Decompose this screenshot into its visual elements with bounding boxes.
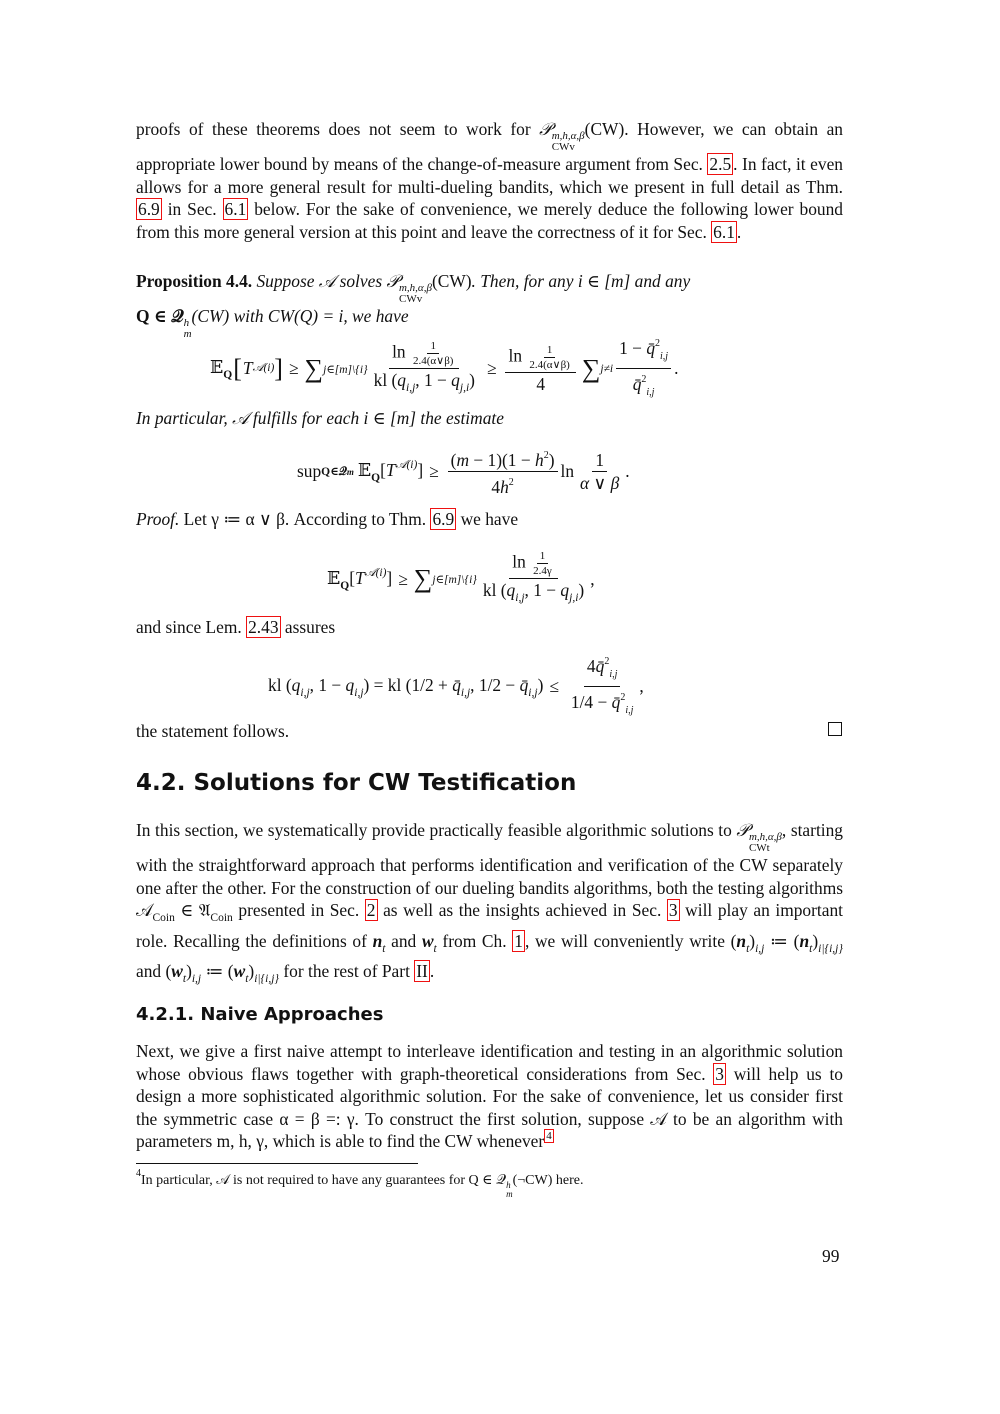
page-number: 99 [822, 1246, 840, 1266]
equation-kl-bound: kl ($q_{i,j}$, $1 - q_{i,j}$) = kl ($1/2 + q̄_{i,j}$, $1/2 - q̄_{i,j}$) ≤ $\frac{4q̄^2_{i,j}}{1/4 - q̄^2_{i,j}}$ , [268, 652, 644, 721]
text: (CW) with CW(Q) = i, we have [191, 306, 409, 326]
text: will help us to design a more sophisticated algorithmic solution. For the sake of convenience, let us consider first the symmetric case α = β =: γ. To construct the first solution, suppose 𝒜 to be an algorithm with parameters m, h, γ, which is able to find the CW whenever [136, 1063, 843, 1152]
particular-line [136, 407, 843, 430]
link-sec-6-1-b[interactable]: 6.1 [713, 221, 735, 242]
text: from Ch. [436, 930, 513, 951]
text: , we will conveniently write [524, 930, 731, 951]
text: as well as the insights achieved in Sec. [377, 900, 667, 921]
proposition-4-4: Proposition 4.4. Suppose 𝒜 solves 𝒫 m,h,α,β CWv (CW). Then, for any i ∈ [m] and any Q ∈ 𝒬 h m (CW) with CW(Q) = i, we have [136, 271, 691, 340]
paragraph-intro: proofs of these theorems does not seem to work for 𝒫 m,h,α,β CWv (CW). However, we can obtain an appropriate lower bound by means of the change-of-measure argument from Sec. 2.5 . In fact, it even allows for a more general result for multi-dueling bandits, which we present in full detail as Thm. 6.9 in Sec. 6.1 below. For the sake of convenience, we merely deduce the following lower bound from this more general version at this point and leave the correctness of it for Sec. 6.1 . [136, 119, 843, 242]
qed-square-icon [828, 722, 842, 736]
proof-line [136, 508, 843, 531]
since-line [136, 616, 843, 639]
text: . [429, 961, 435, 982]
text: Next, we give a first naive attempt to interleave identification and testing in an algorithmic solution whose obvious flaws together with graph-theoretical considerations from Sec. [136, 1041, 843, 1084]
link-sec-3[interactable]: 3 [668, 900, 678, 921]
section-heading: 4.2. Solutions for CW Testification [136, 770, 577, 796]
text: , starting with the straightforward approach that performs identification and verification of the CW separately one after the other. For the construction of our dueling bandits algorithms, both the testing algorithms 𝒜 [136, 820, 843, 921]
link-sec-2[interactable]: 2 [366, 900, 376, 921]
subsection-heading: 4.2.1. Naive Approaches [136, 1004, 384, 1025]
text: in Sec. [161, 199, 223, 220]
equation-proof: $𝔼_Q[T^{𝒜(i)}]$ ≥ ∑ j∈[m]\{i} ln $\frac{1}{2.4\gamma}$ kl ($q_{i,j}$, $1 - q_{j,i}$) , [327, 550, 595, 604]
link-sec-3-b[interactable]: 3 [715, 1063, 724, 1084]
text: In this section, we systematically provide practically feasible algorithmic solutions to [136, 820, 737, 840]
text: the statement follows. [136, 721, 290, 741]
text: In particular, 𝒜 is not required to have any guarantees for Q ∈ 𝒬 [141, 1173, 507, 1188]
link-thm-6-9[interactable]: 6.9 [138, 199, 160, 220]
link-part-ii[interactable]: II [416, 961, 428, 982]
link-ch-1[interactable]: 1 [514, 930, 523, 951]
text: below. For the sake of convenience, we merely deduce the following lower bound from this more general version at this point and leave the correctness of it for Sec. [136, 199, 843, 242]
text: . In fact, it even allows for a more general result for multi-dueling bandits, which we present in full detail as Thm. [136, 154, 843, 197]
proof-label: Proof. [136, 509, 180, 529]
link-sec-2-5[interactable]: 2.5 [709, 154, 732, 174]
text: will play an important role. Recalling the definitions of [136, 900, 843, 951]
footnote-rule [136, 1163, 418, 1164]
link-lem-2-43[interactable]: 2.43 [248, 617, 279, 637]
text: we have [456, 509, 519, 529]
text: Let γ ≔ α ∨ β. According to Thm. [179, 509, 431, 529]
text: presented in Sec. [232, 900, 365, 921]
paragraph-naive [136, 1040, 843, 1153]
paragraph-section: In this section, we systematically provide practically feasible algorithmic solutions to 𝒫 m,h,α,β CWt , starting with the straightforward approach that performs identification and verification of the CW separately one after the other. For the construction of our dueling bandits algorithms, both the testing algorithms 𝒜$_{Coin}$ ∈ 𝔄$_{Coin}$ presented in Sec. 2 as well as the insights achieved in Sec. 3 will play an important role. Recalling the definitions of $n_t$ and $w_t$ from Ch. 1 , we will conveniently write $(n_t)_{i,j}$ ≔ $(n_t)_{i|\{i,j\}}$ and $(w_t)_{i,j}$ ≔ $(w_t)_{i|\{i,j\}}$ for the rest of Part II . [136, 820, 843, 986]
text: . Then, for any i ∈ [m] and any [471, 271, 691, 291]
follows-line [136, 720, 843, 743]
proposition-label: Proposition 4.4. [136, 271, 253, 291]
text: (¬CW) here. [512, 1173, 584, 1188]
text: Suppose 𝒜 solves [252, 271, 387, 291]
text: Q ∈ 𝒬 [136, 306, 184, 326]
text: ∈ 𝔄 [174, 900, 211, 921]
footnote: $^4$In particular, 𝒜 is not required to have any guarantees for Q ∈ 𝒬 h m (¬CW) here. [136, 1168, 584, 1199]
equation-sup-estimate: sup Q∈𝒬m $𝔼_Q[T^{𝒜(i)}]$ ≥ $\frac{(m - 1)(1 - h^2)}{4h^2}$ ln $\frac{1}{\alpha \vee \beta}$ . [297, 446, 630, 497]
footnote-mark: 4 [136, 1168, 141, 1179]
text: In particular, 𝒜 fulfills for each i ∈ [m] the estimate [136, 408, 504, 428]
text: assures [280, 617, 336, 637]
text: for the rest of Part [279, 961, 415, 982]
link-thm-6-9-b[interactable]: 6.9 [432, 509, 455, 529]
equation-lower-bound: 𝔼$_Q$ [ T 𝒜(i) ] ≥ ∑ j∈[m]\{i} ln $\frac{1}{2.4(\alpha\vee\beta)}$ kl ($q_{i,j}$, $1 - q_{j,i}$) ≥ ln $\frac{1}{2.4(\alpha\vee\beta)}$ 4 ∑ j≠i $\frac{1 - q̄^2_{i,j}}{q̄^2_{i,j}}$ . [210, 334, 678, 403]
text: . [736, 221, 742, 242]
footnote-ref-4[interactable]: 4 [546, 1130, 552, 1143]
link-sec-6-1[interactable]: 6.1 [224, 199, 247, 220]
text: and since Lem. [136, 617, 247, 637]
text: . However, we can obtain an appropriate lower bound by means of the change-of-measure argument from Sec. [136, 119, 843, 174]
text: proofs of these theorems does not seem to work for [136, 119, 540, 139]
